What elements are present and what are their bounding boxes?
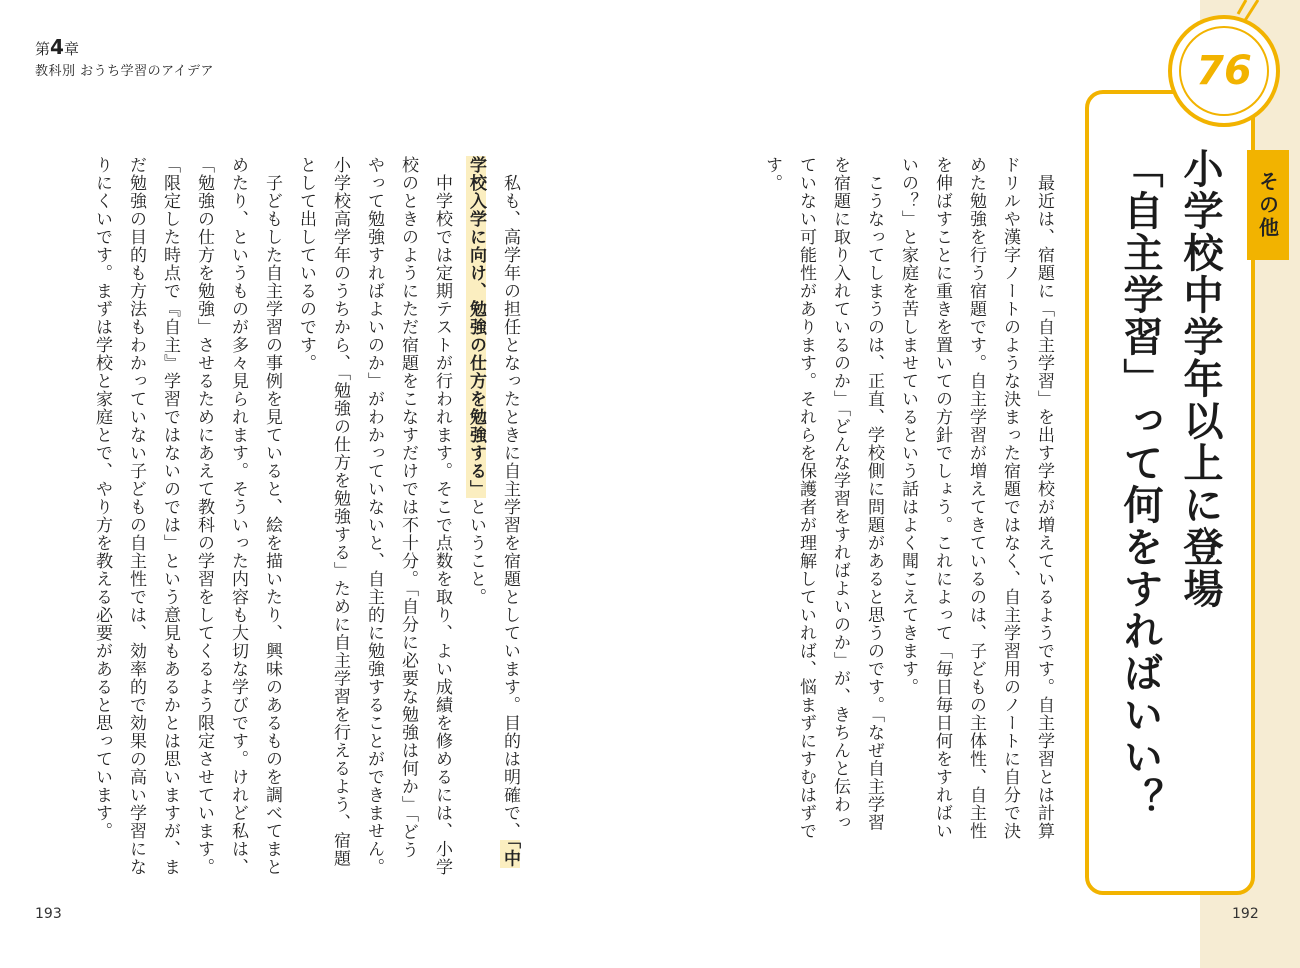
- chapter-prefix: 第: [35, 40, 51, 58]
- paragraph: [85, 156, 187, 876]
- left-page-body: [85, 156, 527, 876]
- article-title: [1110, 148, 1230, 888]
- chapter-label: [35, 35, 79, 59]
- category-badge: その他: [1247, 150, 1289, 260]
- paragraph-text: 「限定した時点で『自主』学習ではないのでは」という意見もあるかとは思いますが、まだ勉強の目的も方法もわかっていない子どもの自主性では、効率的で効果の高い学習になりにくいです。まずは学校と家庭とで、やり方を教える必要があると思っています。: [92, 156, 180, 876]
- chapter-suffix: 章: [63, 40, 79, 58]
- paragraph: [891, 156, 1061, 846]
- paragraph: [289, 156, 459, 876]
- paragraph-text: ということ。: [466, 498, 486, 606]
- title-line-1: 小学校中学年以上に登場: [1177, 148, 1223, 610]
- paragraph-text: 私も、高学年の担任となったときに自主学習を宿題としています。目的は明確で、: [500, 174, 520, 840]
- paragraph: [755, 156, 891, 846]
- title-line-2: 「自主学習」って何をすればいい？: [1117, 148, 1163, 820]
- tag-number: 76: [1196, 48, 1252, 94]
- right-page-body: [755, 156, 1061, 846]
- chapter-subtitle: 教科別 おうち学習のアイデア: [35, 64, 214, 79]
- paragraph: [187, 156, 289, 876]
- paragraph-text: こうなってしまうのは、正直、学校側に問題があると思うのです。「なぜ自主学習を宿題に取り入れているのか」「どんな学習をすればよいのか」が、きちんと伝わっていない可能性があります。それらを保護者が理解していれば、悩まずにすむはずです。: [762, 156, 884, 840]
- paragraph-text: 子どもした自主学習の事例を見ていると、絵を描いたり、興味のあるものを調べてまとめたり、というものが多々見られます。そういった内容も大切な学びです。けれど私は、「勉強の仕方を勉強」させるためにあえて教科の学習をしてくるよう限定させています。: [194, 156, 282, 876]
- highlighted-phrase: 「中学校入学に向け、勉強の仕方を勉強する」: [466, 156, 520, 868]
- paragraph: [459, 156, 527, 876]
- paragraph-text: 最近は、宿題に「自主学習」を出す学校が増えているようです。自主学習とは計算ドリルや漢字ノートのような決まった宿題ではなく、自主学習用のノートに自分で決めた勉強を行う宿題です。自主学習が増えてきているのは、子どもの主体性、自主性を伸ばすことに重きを置いての方針でしょう。これによって「毎日毎日何をすればいいの？」と家庭を苦しませているという話はよく聞こえてきます。: [898, 156, 1054, 840]
- number-tag: [1168, 15, 1280, 127]
- chapter-number: 4: [50, 35, 64, 59]
- page-number-left: 193: [35, 906, 62, 922]
- paragraph-text: 中学校では定期テストが行われます。そこで点数を取り、よい成績を修めるには、小学校のときのようにただ宿題をこなすだけでは不十分。「自分に必要な勉強は何か」「どうやって勉強すればよいのか」がわかっていないと、自主的に勉強することができません。小学校高学年のうちから、「勉強の仕方を勉強する」ために自主学習を行えるよう、宿題として出しているのです。: [296, 156, 452, 876]
- page-number-right: 192: [1232, 906, 1259, 922]
